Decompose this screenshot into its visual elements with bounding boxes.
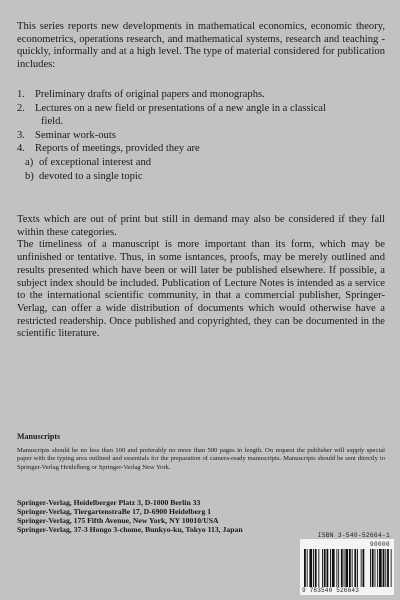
list-item-continuation: field. [41,116,64,128]
list-item-text: Lectures on a new field or presentations of a new angle in a classical [35,102,326,114]
address-line: Springer-Verlag, TiergartenstraBe 17, D-6900 Heidelberg 1 [17,507,212,516]
manuscripts-paragraph: Manuscripts should be no less than 100 and preferably no more than 500 pages in length. On request the publisher will supply special paper with the typing area outlined and essentials for the preparation of camera-ready manuscripts. Manuscripts should be sent directly to Springer-Verlag Heidelberg or Springer-Verlag New York. [17,447,385,471]
barcode [300,539,394,595]
isbn-number: ISBN 3-540-52664-1 [317,532,390,539]
list-item [17,102,385,116]
ean-digits: 9 783540 526643 [302,587,360,594]
sub-list-item [17,156,385,170]
publisher-addresses [17,498,243,534]
list-item [17,129,385,143]
sub-list-item-letter: b) [25,170,34,182]
list-item-number: 2. [17,102,25,114]
address-line: Springer-Verlag, 37-3 Hongo 3-chome, Bunkyo-ku, Tokyo 113, Japan [17,525,243,534]
list-item [17,88,385,102]
list-item-number: 1. [17,89,25,100]
timeliness-paragraph: The timeliness of a manuscript is more important than its form, which may be unfinished or tentative. Thus, in some isntances, proofs, may be merely outlined and results presented which have been or will later be published elsewhere. If possible, a subject index should be included. Publication of Lecture Notes is intended as a service to the international scientific community, in that a commercial publisher, Springer-Verlag, can offer a wide distribution of documents which would otherwise have a restricted readership. Once published and copyrighted, they can be documented in the scientific literature. [17,239,385,340]
address-line: Springer-Verlag, 175 Fifth Avenue, New York, NY 10010/USA [17,516,219,525]
out-of-print-paragraph: Texts which are out of print but still in demand may also be considered if they fall within these categories. [17,214,385,238]
list-item-number: 4. [17,143,25,155]
address-line: Springer-Verlag, Heidelberger Platz 3, D-1000 Berlin 33 [17,498,201,507]
price-code: 90000 [369,541,390,548]
sub-list-item-text: of exceptional interest and [39,156,152,168]
list-item-text: Seminar work-outs [35,129,116,141]
intro-paragraph: This series reports new developments in mathematical economics, economic theory, econometrics, operations research, and mathematical systems, research and teaching - quickly, informally and at a high level. The type of material considered for publication includes: [17,21,385,70]
list-item [17,142,385,156]
sub-list-item-letter: a) [25,156,34,168]
list-item-number: 3. [17,129,25,141]
manuscripts-heading: Manuscripts [17,432,61,441]
sub-list-item-text: devoted to a single topic [39,170,143,182]
publication-types-list [17,88,385,183]
list-item-text: Preliminary drafts of original papers and monographs. [35,89,265,100]
sub-list-item [17,170,385,184]
list-item-text: Reports of meetings, provided they are [35,143,200,155]
body-text [17,214,385,341]
